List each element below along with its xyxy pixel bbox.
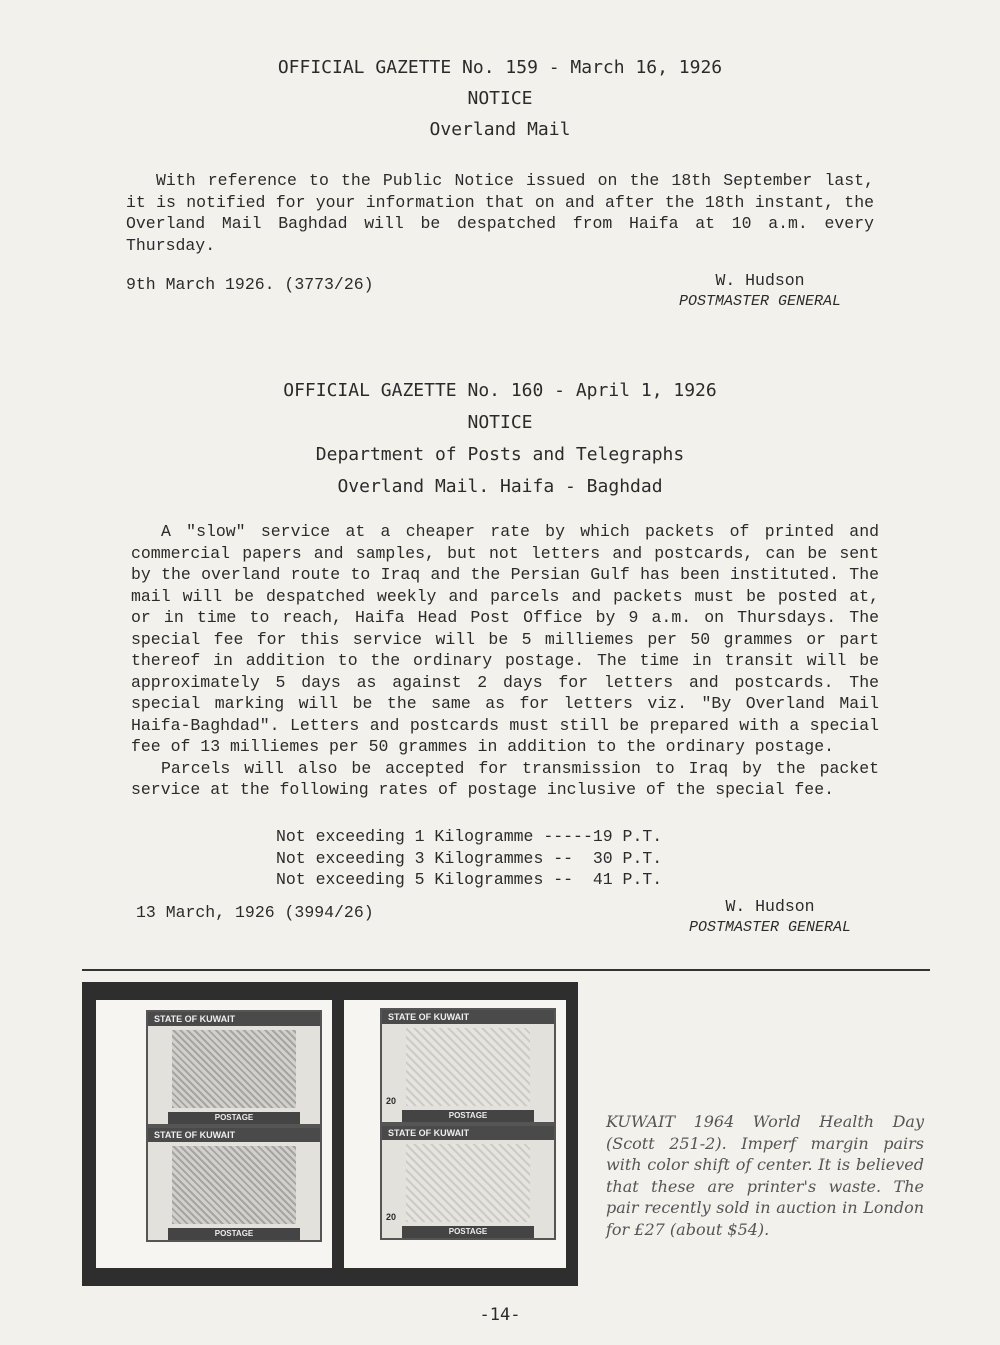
stamp-left-bottom (146, 1126, 322, 1242)
photo-caption: KUWAIT 1964 World Health Day (Scott 251-2). Imperf margin pairs with color shift of center. It is believed that these are printer's waste. The pair recently sold in auction in London for £27 (about $54). (606, 1112, 924, 1239)
stamp-image (172, 1030, 296, 1108)
notice2-heading: OFFICIAL GAZETTE No. 160 - April 1, 1926 (283, 380, 717, 401)
rate-row: Not exceeding 3 Kilogrammes -- 30 P.T. (276, 848, 663, 868)
stamp-left-top (146, 1010, 322, 1126)
stamp-image (172, 1146, 296, 1224)
stamp-card-left (96, 1000, 332, 1268)
section-divider (82, 969, 930, 971)
stamp-card-right (344, 1000, 566, 1268)
notice1-subject: Overland Mail (429, 119, 571, 140)
notice1-signature (660, 270, 860, 312)
stamp-footer: POSTAGE (168, 1228, 300, 1240)
stamp-photograph (82, 982, 578, 1286)
stamp-right-bottom (380, 1124, 556, 1240)
notice2-date: 13 March, 1926 (3994/26) (136, 903, 374, 922)
notice1-date: 9th March 1926. (3773/26) (126, 275, 374, 294)
stamp-value: 20 (386, 1096, 397, 1106)
notice2-body-para1: A "slow" service at a cheaper rate by which packets of printed and commercial papers and samples, but not letters and postcards, can be sent by the overland route to Iraq and the Persian Gulf has been instituted. The mail will be despatched weekly and parcels and packets must be posted at, or in time to reach, Haifa Head Post Office by 9 a.m. on Thursdays. The special fee for this service will be 5 milliemes per 50 grammes or part thereof in addition to the ordinary postage. The time in transit will be approximately 5 days as against 2 days for letters and postcards. The special marking will be the same as for letters viz. "By Overland Mail Haifa-Baghdad". Letters and postcards must still be prepared with a special fee of 13 milliemes per 50 grammes in addition to the ordinary postage. (131, 522, 879, 756)
notice2-signature (670, 896, 870, 938)
rate-row: Not exceeding 5 Kilogrammes -- 41 P.T. (276, 870, 663, 889)
notice2-signatory-title: POSTMASTER GENERAL (688, 919, 852, 936)
notice1-body-text: With reference to the Public Notice issued on the 18th September last, it is notified for your information that on and after the 18th instant, the Overland Mail Baghdad will be despatched from Haifa at 10 a.m. every Thursday. (126, 171, 874, 255)
notice2-subject: Overland Mail. Haifa - Baghdad (337, 476, 663, 497)
stamp-header: STATE OF KUWAIT (148, 1128, 320, 1142)
notice1-signatory-title: POSTMASTER GENERAL (678, 293, 842, 310)
stamp-image (406, 1028, 530, 1106)
notice2-body (131, 521, 879, 801)
rate-table (276, 826, 662, 891)
stamp-image (406, 1144, 530, 1222)
stamp-header: STATE OF KUWAIT (382, 1010, 554, 1024)
rate-row: Not exceeding 1 Kilogramme -----19 P.T. (276, 827, 663, 846)
page-number: -14- (479, 1305, 521, 1325)
notice2-department: Department of Posts and Telegraphs (315, 444, 685, 465)
notice1-body (126, 170, 874, 256)
notice1-signatory: W. Hudson (715, 271, 805, 290)
notice2-label: NOTICE (467, 412, 533, 433)
notice2-body-para2: Parcels will also be accepted for transmission to Iraq by the packet service at the following rates of postage inclusive of the special fee. (131, 758, 879, 799)
stamp-right-top (380, 1008, 556, 1124)
notice1-label: NOTICE (467, 88, 533, 109)
stamp-header: STATE OF KUWAIT (148, 1012, 320, 1026)
stamp-footer: POSTAGE (402, 1110, 534, 1122)
stamp-header: STATE OF KUWAIT (382, 1126, 554, 1140)
stamp-footer: POSTAGE (402, 1226, 534, 1238)
notice1-heading: OFFICIAL GAZETTE No. 159 - March 16, 1926 (277, 57, 723, 78)
notice2-signatory: W. Hudson (725, 897, 815, 916)
stamp-footer: POSTAGE (168, 1112, 300, 1124)
stamp-value: 20 (386, 1212, 397, 1222)
